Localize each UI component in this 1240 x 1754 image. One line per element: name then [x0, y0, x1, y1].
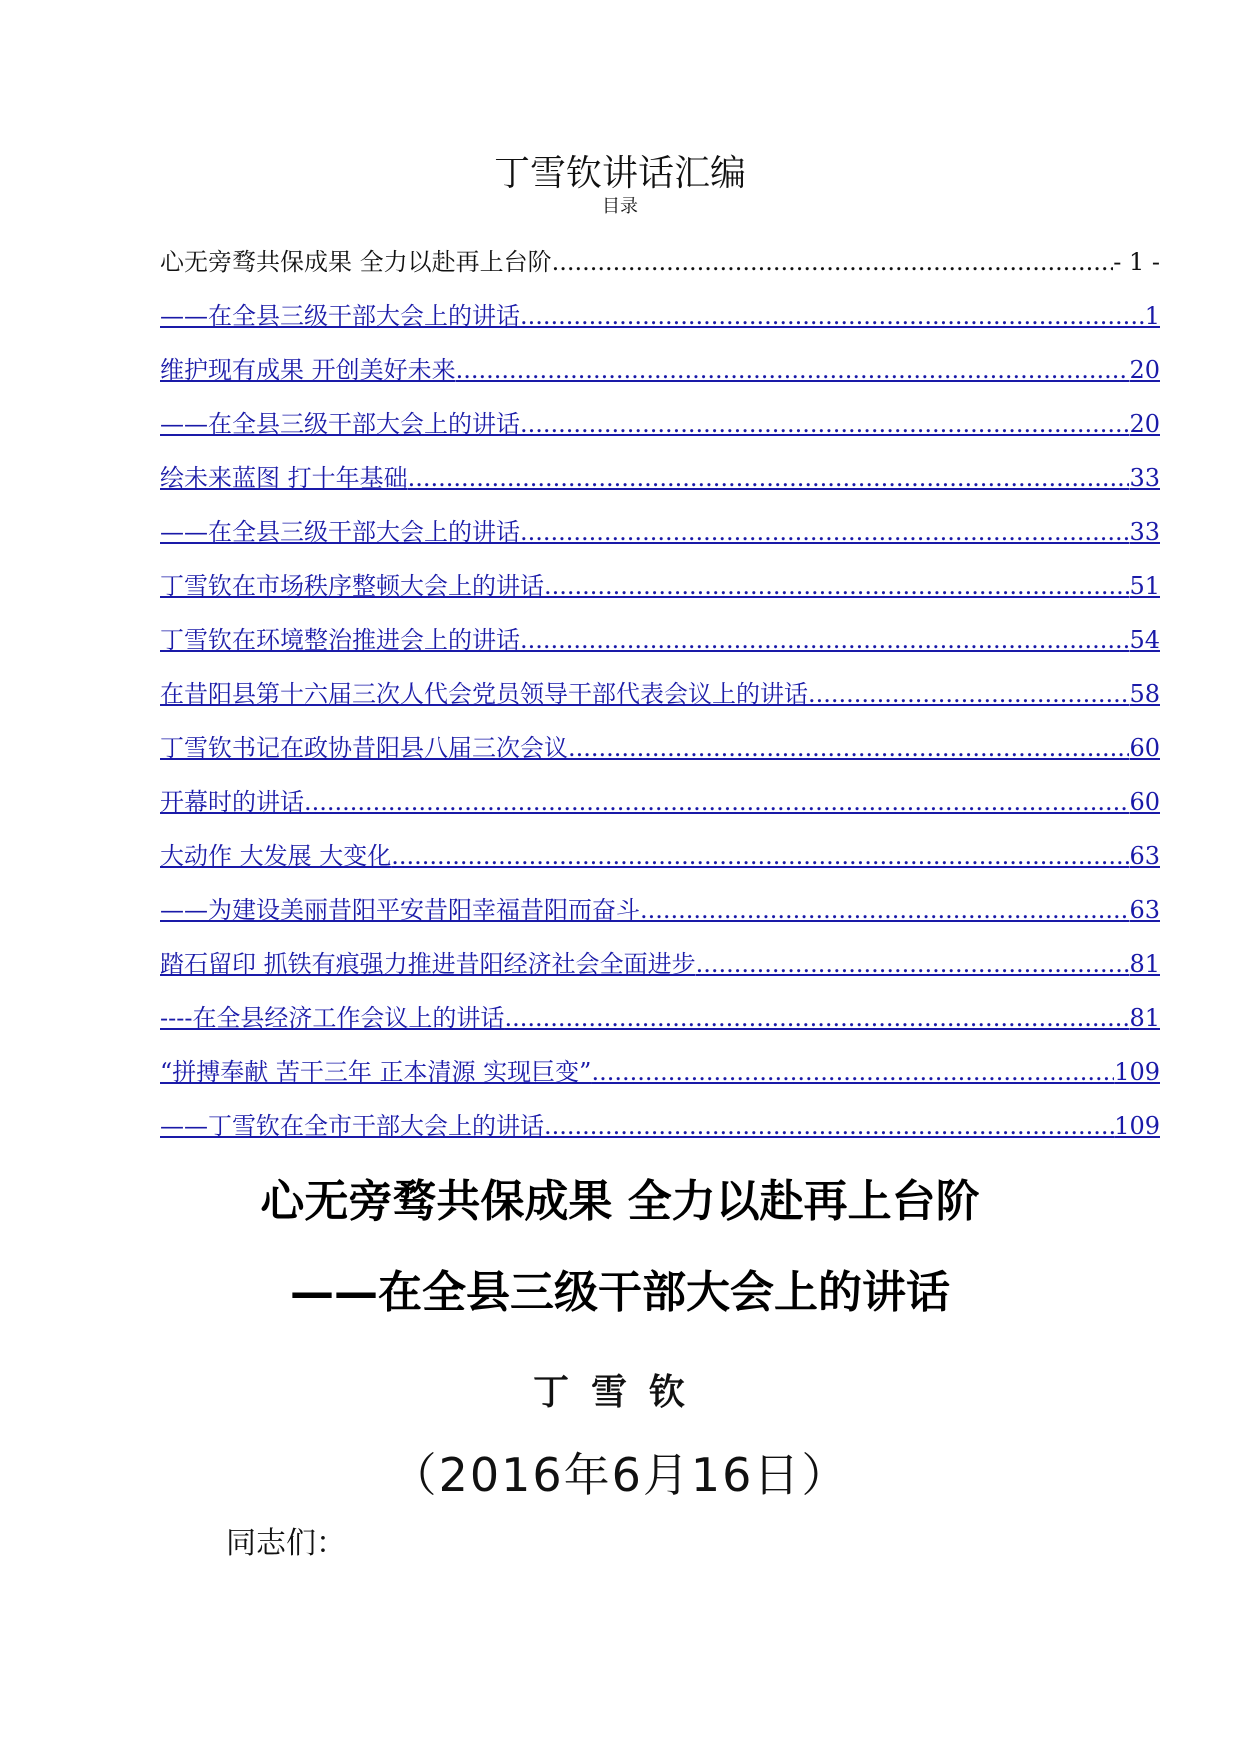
- toc-page-number: 54: [1129, 626, 1160, 654]
- toc-dot-leader: [520, 397, 1129, 451]
- toc-entry-title: 在昔阳县第十六届三次人代会党员领导干部代表会议上的讲话: [160, 680, 808, 708]
- toc-entry[interactable]: [160, 343, 1160, 397]
- toc-page-number: 81: [1129, 950, 1160, 978]
- toc-entry[interactable]: [160, 991, 1160, 1045]
- toc-entry-title: 绘未来蓝图 打十年基础: [160, 464, 408, 492]
- toc-entry[interactable]: [160, 775, 1160, 829]
- toc-page-number: 109: [1114, 1112, 1160, 1140]
- toc-page-number: 63: [1129, 842, 1160, 870]
- toc-page-number: 33: [1129, 464, 1160, 492]
- toc-entry[interactable]: [160, 1045, 1160, 1099]
- toc-entry-title: 心无旁骛共保成果 全力以赴再上台阶: [160, 248, 552, 276]
- toc-entry-title: ——为建设美丽昔阳平安昔阳幸福昔阳而奋斗: [160, 896, 640, 924]
- toc-entry-title: 丁雪钦在市场秩序整顿大会上的讲话: [160, 572, 544, 600]
- speech-date: （2016年6月16日）: [390, 1448, 850, 1502]
- toc-page-number: 58: [1129, 680, 1160, 708]
- table-of-contents: [160, 235, 1160, 1153]
- toc-entry[interactable]: [160, 1099, 1160, 1153]
- toc-dot-leader: [552, 235, 1114, 289]
- toc-entry[interactable]: [160, 667, 1160, 721]
- toc-page-number: 60: [1129, 788, 1160, 816]
- toc-page-number: 20: [1129, 410, 1160, 438]
- toc-entry-title: 丁雪钦书记在政协昔阳县八届三次会议: [160, 734, 568, 762]
- toc-entry-title: ——在全县三级干部大会上的讲话: [160, 302, 520, 330]
- toc-page-number: 60: [1129, 734, 1160, 762]
- toc-entry-title: 踏石留印 抓铁有痕强力推进昔阳经济社会全面进步: [160, 950, 696, 978]
- toc-entry[interactable]: [160, 883, 1160, 937]
- toc-page-number: 20: [1129, 356, 1160, 384]
- toc-entry[interactable]: [160, 505, 1160, 559]
- toc-dot-leader: [544, 559, 1129, 613]
- speech-title: 心无旁骛共保成果 全力以赴再上台阶: [260, 1176, 980, 1227]
- toc-dot-leader: [520, 613, 1129, 667]
- toc-dot-leader: [640, 883, 1129, 937]
- toc-dot-leader: [544, 1099, 1114, 1153]
- toc-entry-title: 维护现有成果 开创美好未来: [160, 356, 456, 384]
- toc-page-number: 109: [1114, 1058, 1160, 1086]
- toc-page-number: 51: [1129, 572, 1160, 600]
- toc-dot-leader: [391, 829, 1129, 883]
- toc-entry[interactable]: [160, 397, 1160, 451]
- toc-heading: 目录: [602, 196, 638, 217]
- speaker-name: 丁雪钦: [532, 1372, 707, 1413]
- toc-dot-leader: [808, 667, 1129, 721]
- toc-dot-leader: [520, 289, 1145, 343]
- toc-page-number: 63: [1129, 896, 1160, 924]
- document-title: 丁雪钦讲话汇编: [493, 153, 746, 194]
- toc-dot-leader: [408, 451, 1130, 505]
- toc-page-number: 33: [1129, 518, 1160, 546]
- toc-entry[interactable]: [160, 937, 1160, 991]
- toc-dot-leader: [304, 775, 1129, 829]
- toc-page-number: 81: [1129, 1004, 1160, 1032]
- toc-entry-title: 开幕时的讲话: [160, 788, 304, 816]
- toc-entry[interactable]: [160, 451, 1160, 505]
- toc-entry-title: ----在全县经济工作会议上的讲话: [160, 1004, 505, 1032]
- toc-entry[interactable]: [160, 289, 1160, 343]
- toc-page-number: 1: [1144, 302, 1160, 330]
- toc-dot-leader: [504, 991, 1129, 1045]
- speech-subtitle: ——在全县三级干部大会上的讲话: [290, 1267, 950, 1318]
- toc-dot-leader: [568, 721, 1129, 775]
- toc-entry-title: ——丁雪钦在全市干部大会上的讲话: [160, 1112, 544, 1140]
- toc-entry-title: 丁雪钦在环境整治推进会上的讲话: [160, 626, 520, 654]
- toc-entry-title: ——在全县三级干部大会上的讲话: [160, 518, 520, 546]
- toc-page-number: - 1 -: [1113, 248, 1160, 276]
- salutation: 同志们：: [226, 1526, 346, 1561]
- toc-entry[interactable]: [160, 829, 1160, 883]
- toc-dot-leader: [696, 937, 1130, 991]
- toc-dot-leader: [591, 1045, 1114, 1099]
- toc-entry: [160, 235, 1160, 289]
- toc-entry[interactable]: [160, 721, 1160, 775]
- toc-dot-leader: [520, 505, 1129, 559]
- toc-entry-title: 大动作 大发展 大变化: [160, 842, 392, 870]
- toc-entry[interactable]: [160, 613, 1160, 667]
- toc-dot-leader: [456, 343, 1130, 397]
- toc-entry[interactable]: [160, 559, 1160, 613]
- toc-entry-title: ——在全县三级干部大会上的讲话: [160, 410, 520, 438]
- toc-entry-title: “拼搏奉献 苦干三年 正本清源 实现巨变”: [160, 1058, 592, 1086]
